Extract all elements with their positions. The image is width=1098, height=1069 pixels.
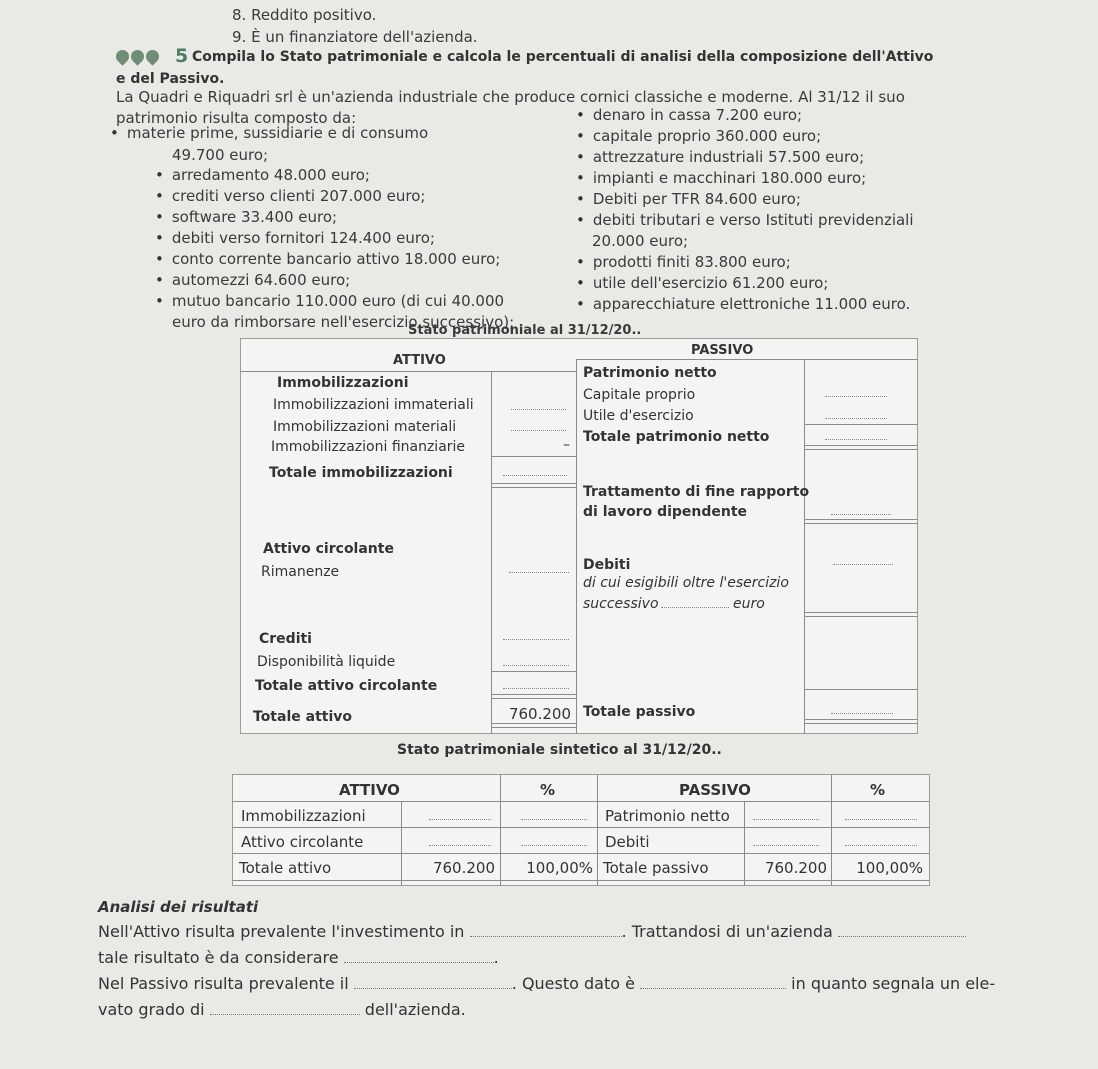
question-8: 8. Reddito positivo. bbox=[232, 6, 377, 24]
rimanenze-blank[interactable] bbox=[509, 572, 569, 573]
synthetic-totale-passivo-pct: 100,00% bbox=[856, 859, 923, 877]
attivo-header: ATTIVO bbox=[393, 353, 446, 368]
crediti-blank[interactable] bbox=[503, 639, 569, 640]
exercise-title-1: Compila lo Stato patrimoniale e calcola le percentuali di analisi della composizione dell'Attivo bbox=[192, 49, 934, 65]
totale-pn-label: Totale patrimonio netto bbox=[583, 429, 770, 445]
answer-blank[interactable] bbox=[640, 976, 786, 989]
answer-blank[interactable] bbox=[838, 924, 966, 937]
debiti-blank[interactable] bbox=[833, 564, 893, 565]
intro-line-1: La Quadri e Riquadri srl è un'azienda industriale che produce cornici classiche e moderne. Al 31/12 il suo bbox=[116, 88, 905, 106]
rimanenze-label: Rimanenze bbox=[261, 564, 340, 580]
balance-sheet bbox=[240, 338, 918, 734]
disponibilita-blank[interactable] bbox=[503, 665, 569, 666]
imm-finanziarie-label: Immobilizzazioni finanziarie bbox=[271, 439, 466, 455]
synthetic-immobilizzazioni: Immobilizzazioni bbox=[241, 807, 366, 825]
list-item: 20.000 euro; bbox=[592, 232, 689, 250]
utile-label: Utile d'esercizio bbox=[583, 408, 694, 424]
list-item: • materie prime, sussidiarie e di consumo bbox=[110, 124, 428, 142]
synthetic-attivo-circolante: Attivo circolante bbox=[241, 833, 364, 851]
analysis-line-3 bbox=[98, 974, 995, 993]
immobilizzazioni-heading: Immobilizzazioni bbox=[277, 375, 409, 391]
debiti-oltre-blank[interactable] bbox=[661, 607, 729, 608]
list-item: • arredamento 48.000 euro; bbox=[155, 166, 370, 184]
list-item: euro da rimborsare nell'esercizio successivo); bbox=[172, 313, 515, 331]
analysis-text: Nell'Attivo risulta prevalente l'investimento in bbox=[98, 922, 465, 941]
synthetic-sheet bbox=[232, 774, 930, 886]
synthetic-totale-attivo-value: 760.200 bbox=[432, 859, 495, 877]
passivo-header: PASSIVO bbox=[691, 343, 754, 358]
synthetic-totale-attivo: Totale attivo bbox=[239, 859, 332, 877]
totale-attivo-label: Totale attivo bbox=[253, 709, 352, 725]
analysis-line-4 bbox=[98, 1000, 466, 1019]
synthetic-pct-header-2: % bbox=[870, 781, 886, 799]
analysis-text: . Questo dato è bbox=[511, 974, 635, 993]
balance-sheet-title: Stato patrimoniale al 31/12/20.. bbox=[408, 323, 642, 338]
intro-line-2: patrimonio risulta composto da: bbox=[116, 109, 357, 127]
difficulty-icon bbox=[116, 48, 161, 67]
list-item: • debiti tributari e verso Istituti previdenziali bbox=[576, 211, 914, 229]
list-item: 49.700 euro; bbox=[172, 146, 269, 164]
imm-materiali-blank[interactable] bbox=[511, 430, 566, 431]
list-item: • utile dell'esercizio 61.200 euro; bbox=[576, 274, 828, 292]
answer-blank[interactable] bbox=[354, 976, 512, 989]
utile-blank[interactable] bbox=[825, 418, 887, 419]
analysis-text: . Trattandosi di un'azienda bbox=[621, 922, 833, 941]
totale-passivo-label: Totale passivo bbox=[583, 704, 696, 720]
analysis-line-1 bbox=[98, 922, 966, 941]
list-item: • crediti verso clienti 207.000 euro; bbox=[155, 187, 425, 205]
synthetic-debiti-value-blank[interactable] bbox=[753, 845, 819, 846]
exercise-title-2: e del Passivo. bbox=[116, 71, 225, 87]
synthetic-totale-passivo-value: 760.200 bbox=[764, 859, 827, 877]
list-item: • attrezzature industriali 57.500 euro; bbox=[576, 148, 864, 166]
debiti-sub-2: successivo bbox=[583, 596, 659, 612]
analysis-text: tale risultato è da considerare bbox=[98, 948, 339, 967]
tfr-label-1: Trattamento di fine rapporto bbox=[583, 484, 810, 500]
synthetic-debiti-pct-blank[interactable] bbox=[845, 845, 917, 846]
synthetic-pn-value-blank[interactable] bbox=[753, 819, 819, 820]
totale-pn-blank[interactable] bbox=[825, 439, 887, 440]
list-item: • Debiti per TFR 84.600 euro; bbox=[576, 190, 801, 208]
list-item: • prodotti finiti 83.800 euro; bbox=[576, 253, 791, 271]
totale-circolante-blank[interactable] bbox=[503, 688, 569, 689]
tfr-label-2: di lavoro dipendente bbox=[583, 504, 748, 520]
tfr-blank[interactable] bbox=[831, 514, 891, 515]
totale-attivo-value: 760.200 bbox=[508, 705, 571, 723]
analysis-text: dell'azienda. bbox=[364, 1000, 466, 1019]
exercise-number: 5 bbox=[175, 45, 189, 67]
attivo-circolante-heading: Attivo circolante bbox=[263, 541, 394, 557]
analysis-heading: Analisi dei risultati bbox=[98, 898, 259, 916]
synthetic-debiti: Debiti bbox=[605, 833, 650, 851]
synthetic-pct-header-1: % bbox=[540, 781, 556, 799]
list-item: • impianti e macchinari 180.000 euro; bbox=[576, 169, 866, 187]
synthetic-passivo-header: PASSIVO bbox=[679, 781, 751, 799]
capitale-proprio-label: Capitale proprio bbox=[583, 387, 696, 403]
answer-blank[interactable] bbox=[470, 924, 622, 937]
capitale-proprio-blank[interactable] bbox=[825, 396, 887, 397]
question-9: 9. È un finanziatore dell'azienda. bbox=[232, 28, 478, 46]
synthetic-totale-attivo-pct: 100,00% bbox=[526, 859, 593, 877]
totale-immobilizzazioni-blank[interactable] bbox=[503, 475, 567, 476]
synthetic-imm-value-blank[interactable] bbox=[429, 819, 491, 820]
totale-circolante-label: Totale attivo circolante bbox=[255, 678, 438, 694]
imm-materiali-label: Immobilizzazioni materiali bbox=[273, 419, 457, 435]
synthetic-ac-pct-blank[interactable] bbox=[521, 845, 587, 846]
debiti-unit: euro bbox=[733, 596, 765, 612]
list-item: • mutuo bancario 110.000 euro (di cui 40.000 bbox=[155, 292, 504, 310]
imm-finanziarie-value: – bbox=[563, 437, 570, 453]
imm-immateriali-label: Immobilizzazioni immateriali bbox=[273, 397, 474, 413]
synthetic-pn-pct-blank[interactable] bbox=[845, 819, 917, 820]
synthetic-ac-value-blank[interactable] bbox=[429, 845, 491, 846]
crediti-label: Crediti bbox=[259, 631, 312, 647]
synthetic-totale-passivo: Totale passivo bbox=[603, 859, 709, 877]
imm-immateriali-blank[interactable] bbox=[511, 409, 566, 410]
disponibilita-label: Disponibilità liquide bbox=[257, 654, 396, 670]
list-item: • automezzi 64.600 euro; bbox=[155, 271, 350, 289]
answer-blank[interactable] bbox=[210, 1002, 360, 1015]
analysis-text: Nel Passivo risulta prevalente il bbox=[98, 974, 349, 993]
totale-passivo-blank[interactable] bbox=[831, 713, 893, 714]
debiti-label: Debiti bbox=[583, 557, 631, 573]
list-item: • software 33.400 euro; bbox=[155, 208, 337, 226]
analysis-text: vato grado di bbox=[98, 1000, 205, 1019]
analysis-line-2: tale risultato è da considerare . bbox=[98, 948, 499, 967]
list-item: • debiti verso fornitori 124.400 euro; bbox=[155, 229, 435, 247]
list-item: • apparecchiature elettroniche 11.000 euro. bbox=[576, 295, 910, 313]
list-item: • conto corrente bancario attivo 18.000 euro; bbox=[155, 250, 500, 268]
totale-immobilizzazioni-label: Totale immobilizzazioni bbox=[269, 465, 453, 481]
analysis-text: in quanto segnala un ele- bbox=[791, 974, 996, 993]
synthetic-title: Stato patrimoniale sintetico al 31/12/20.. bbox=[397, 742, 722, 758]
list-item: • capitale proprio 360.000 euro; bbox=[576, 127, 821, 145]
patrimonio-netto-heading: Patrimonio netto bbox=[583, 365, 717, 381]
synthetic-attivo-header: ATTIVO bbox=[339, 781, 400, 799]
debiti-sub-1: di cui esigibili oltre l'esercizio bbox=[583, 575, 789, 591]
synthetic-patrimonio-netto: Patrimonio netto bbox=[605, 807, 730, 825]
answer-blank[interactable] bbox=[344, 950, 494, 963]
synthetic-imm-pct-blank[interactable] bbox=[521, 819, 587, 820]
list-item: • denaro in cassa 7.200 euro; bbox=[576, 106, 802, 124]
